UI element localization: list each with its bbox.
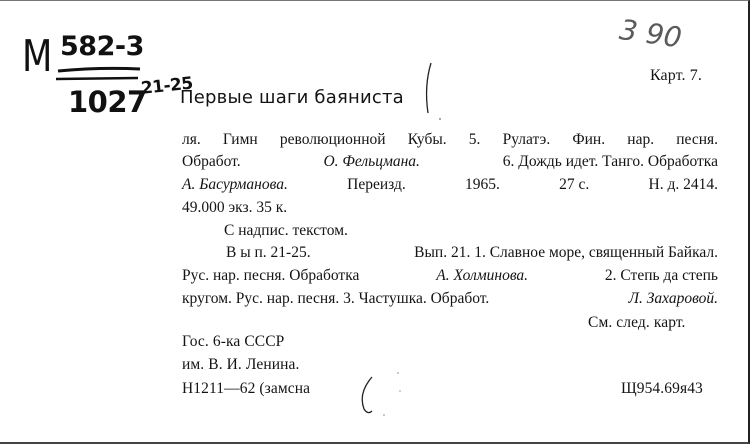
body-line-1 [182,131,718,149]
body-line-5: С надпис. текстом. [224,222,348,239]
bracket-mark [362,63,431,413]
library-name: Гос. 6-ка СССР [182,333,285,350]
body-text: кругом. Рус. нар. песня. 3. Частушка. Обработ. [182,290,490,307]
call-number-letter: М [22,31,53,82]
body-line-6 [226,244,718,262]
call-number-top: 582-3 [60,31,144,62]
arranger-name: А. Холминова. [436,267,529,284]
catalog-number: Н. д. 2414. [648,176,718,193]
body-text: 6. Дождь идет. Танго. Обработка [502,153,718,170]
body-line-4: 49.000 экз. 35 к. [182,199,288,216]
body-line-8 [182,290,718,308]
see-next-card: См. след. карт. [588,314,686,331]
card-number: Карт. 7. [650,67,702,84]
underline-call-top [58,68,140,71]
pencil-mark: 3 90 [617,13,684,55]
handwriting-marks [0,1,750,445]
body-text: Вып. 21. 1. Славное море, священный Байкал. [414,244,718,261]
arranger-name: Л. Захаровой. [628,290,718,307]
volume-range: 21-25 [140,73,194,99]
year: 1965. [464,176,500,193]
fraction-line [56,78,138,79]
order-number: Н1211—62 (замсна [182,380,311,397]
issue-range: В ы п. 21-25. [226,244,311,261]
edition: Переизд. [347,176,406,193]
body-text: ля. Гимн революционной Кубы. 5. Рулатэ. Фин. нар. песня. [182,131,718,148]
body-text: Рус. нар. песня. Обработка [182,267,360,284]
body-text: 2. Степь да степь [604,267,718,284]
body-line-3 [182,176,718,194]
arranger-name: О. Фельцмана. [323,153,420,170]
arranger-name: А. Басурманова. [182,176,288,193]
body-line-7 [182,267,718,285]
library-name-2: им. В. И. Ленина. [182,356,300,373]
call-number-bottom: 1027 [68,85,147,119]
body-line-2 [182,153,718,171]
body-text: Обработ. [182,153,241,170]
pages: 27 с. [559,176,590,193]
card-title: Первые шаги баяниста [180,87,404,108]
classification-code: Щ954.69я43 [621,380,703,397]
